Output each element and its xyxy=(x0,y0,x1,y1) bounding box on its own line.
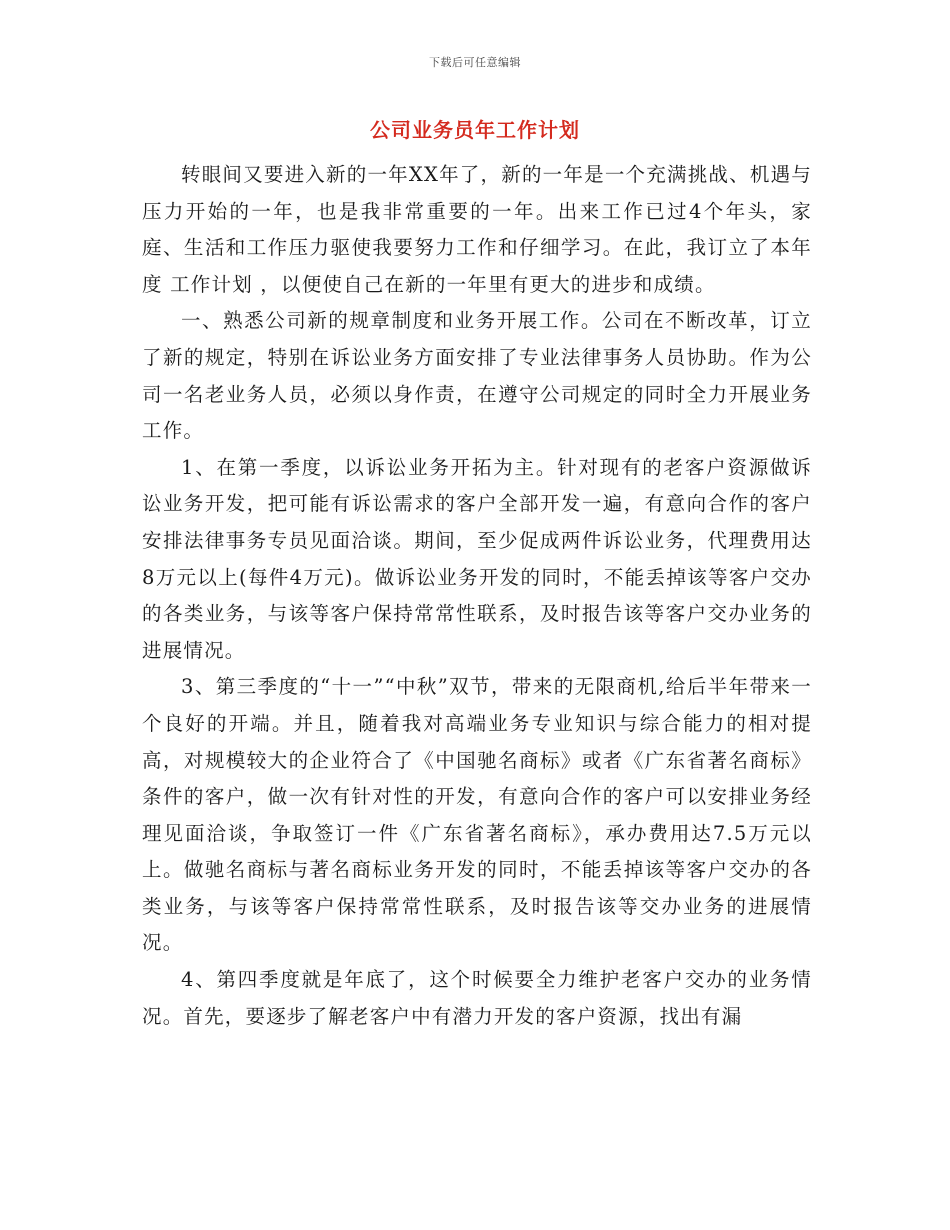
document-body xyxy=(142,157,812,1035)
header-note: 下载后可任意编辑 xyxy=(429,56,521,69)
paragraph-quarter-3: 3、第三季度的“十一”“中秋”双节，带来的无限商机,给后半年带来一个良好的开端。并且，随着我对高端业务专业知识与综合能力的相对提高，对规模较大的企业符合了《中国驰名商标》或者《广东省著名商标》条件的客户，做一次有针对性的开发，有意向合作的客户可以安排业务经理见面洽谈，争取签订一件《广东省著名商标》，承办费用达7.5万元以上。做驰名商标与著名商标业务开发的同时，不能丢掉该等客户交办的各类业务，与该等客户保持常常性联系，及时报告该等交办业务的进展情况。 xyxy=(142,675,812,955)
paragraph-quarter-1: 1、在第一季度，以诉讼业务开拓为主。针对现有的老客户资源做诉讼业务开发，把可能有诉讼需求的客户全部开发一遍，有意向合作的客户安排法律事务专员见面洽谈。期间，至少促成两件诉讼业务，代理费用达8万元以上(每件4万元)。做诉讼业务开发的同时，不能丢掉该等客户交办的各类业务，与该等客户保持常常性联系，及时报告该等客户交办业务的进展情况。 xyxy=(142,455,812,662)
document-title: 公司业务员年工作计划 xyxy=(370,118,580,142)
paragraph-quarter-4: 4、第四季度就是年底了，这个时候要全力维护老客户交办的业务情况。首先，要逐步了解老客户中有潜力开发的客户资源，找出有漏 xyxy=(142,968,812,1028)
paragraph-section-1: 一、熟悉公司新的规章制度和业务开展工作。公司在不断改革，订立了新的规定，特别在诉讼业务方面安排了专业法律事务人员协助。作为公司一名老业务人员，必须以身作责，在遵守公司规定的同时全力开展业务工作。 xyxy=(142,309,812,443)
paragraph-intro: 转眼间又要进入新的一年XX年了，新的一年是一个充满挑战、机遇与压力开始的一年，也是我非常重要的一年。出来工作已过4个年头，家庭、生活和工作压力驱使我要努力工作和仔细学习。在此，我订立了本年度 工作计划 ，以便使自己在新的一年里有更大的进步和成绩。 xyxy=(142,163,812,296)
